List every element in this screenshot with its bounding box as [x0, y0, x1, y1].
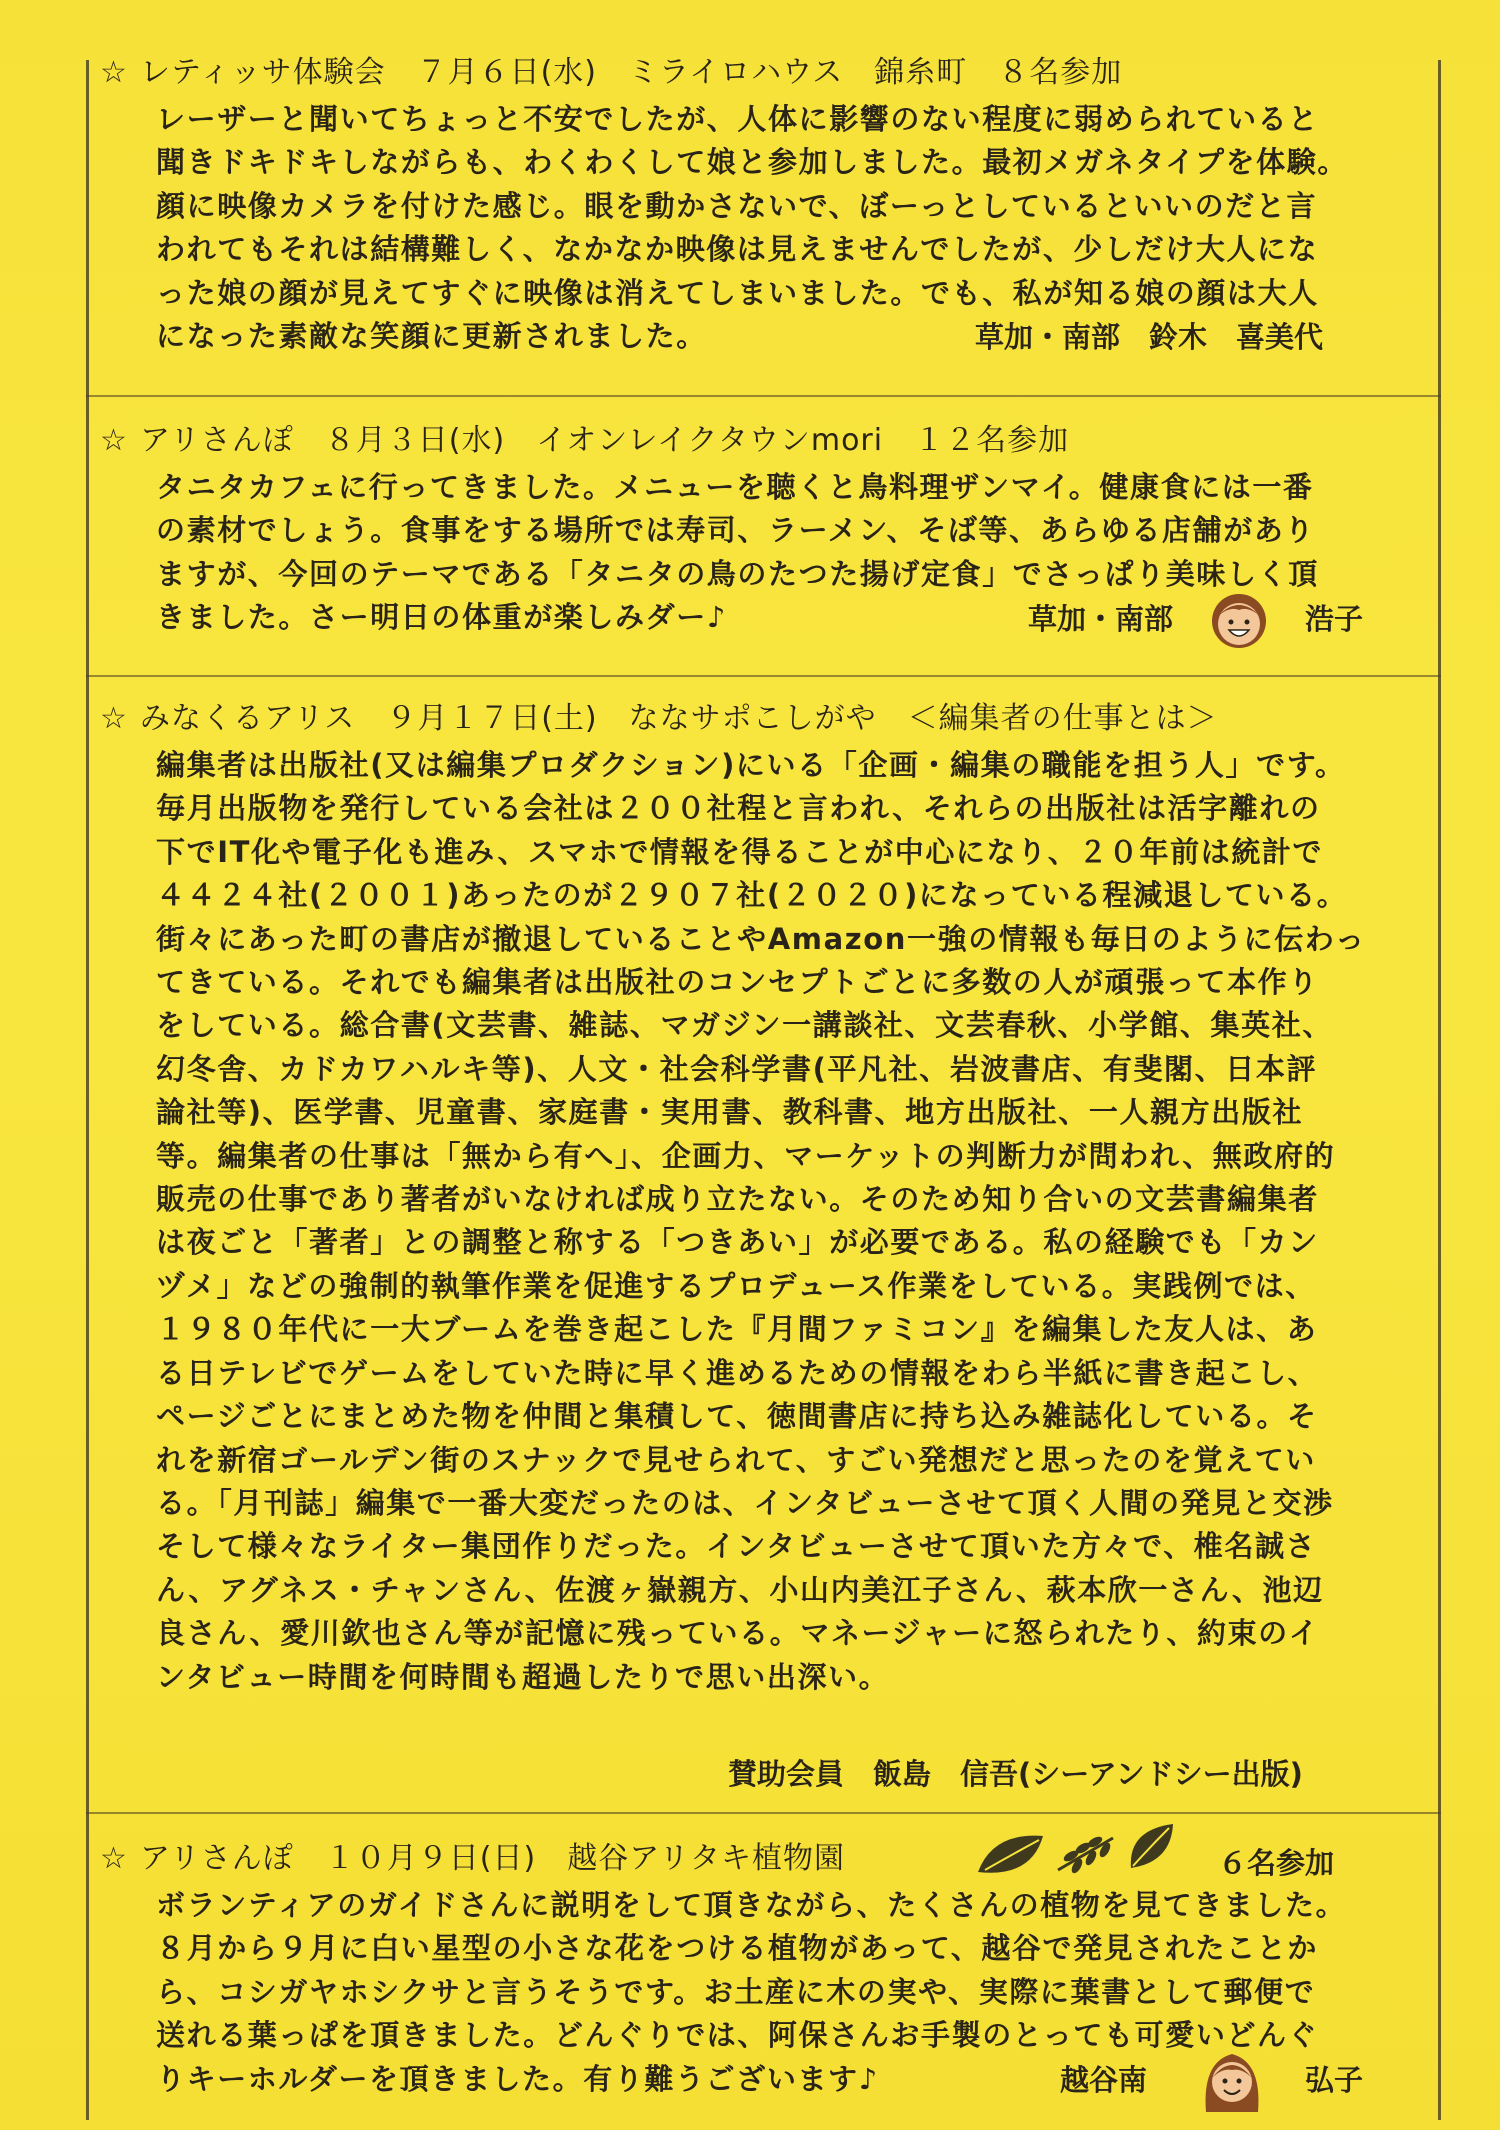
woman-face-icon: [1200, 2048, 1264, 2112]
body-line: った娘の顔が見えてすぐに映像は消えてしまいました。でも、私が知る娘の顔は大人: [156, 275, 1319, 310]
body-line: ら、コシガヤホシクサと言うそうです。お土産に木の実や、実際に葉書として郵便で: [156, 1974, 1316, 2009]
body-line: きました。さー明日の体重が楽しみダー♪: [156, 600, 727, 635]
body-line: そして様々なライター集団作りだった。インタビューさせて頂いた方々で、椎名誠さ: [156, 1529, 1317, 1564]
body-line: われてもそれは結構難しく、なかなか映像は見えませんでしたが、少しだけ大人にな: [156, 232, 1319, 267]
divider: [86, 675, 1441, 677]
body-line: レーザーと聞いてちょっと不安でしたが、人体に影響のない程度に弱められていると: [156, 102, 1319, 136]
body-line: 顔に映像カメラを付けた感じ。眼を動かさないで、ぼーっとしているといいのだと言: [156, 188, 1318, 223]
article-1: [100, 52, 1430, 358]
body-line: ヅメ」などの強制的執筆作業を促進するプロデュース作業をしている。実践例では、: [156, 1268, 1316, 1303]
article-1-heading: [100, 52, 1430, 94]
body-line: の素材でしょう。食事をする場所では寿司、ラーメン、そば等、あらゆる店舗があり: [156, 513, 1316, 548]
body-line: てきている。それでも編集者は出版社のコンセプトごとに多数の人が頑張って本作り: [156, 965, 1319, 1000]
star-icon: ☆: [100, 1841, 128, 1876]
article-2: [100, 420, 1430, 640]
article-2-signature-left: 草加・南部: [1028, 602, 1174, 636]
article-3-title: みなくるアリス ９月１７日(土) ななサポこしがや ＜編集者の仕事とは＞: [140, 701, 1218, 736]
body-line: 街々にあった町の書店が撤退していることやAmazon一強の情報も毎日のように伝わっ: [156, 921, 1366, 956]
body-line: 幻冬舎、カドカワハルキ等)、人文・社会科学書(平凡社、岩波書店、有斐閣、日本評: [156, 1051, 1318, 1086]
article-3-signature: 賛助会員 飯島 信吾(シーアンドシー出版): [728, 1757, 1303, 1791]
body-line: ンタビュー時間を何時間も超過したりで思い出深い。: [156, 1659, 890, 1694]
body-line: れを新宿ゴールデン街のスナックで見せられて、すごい発想だと思ったのを覚えてい: [156, 1442, 1316, 1477]
divider: [86, 1812, 1441, 1814]
body-line: 編集者は出版社(又は編集プロダクション)にいる「企画・編集の職能を担う人」です。: [156, 748, 1346, 782]
body-line: になった素敵な笑顔に更新されました。: [156, 319, 707, 354]
article-4-signature-left: 越谷南: [1060, 2063, 1148, 2097]
article-2-heading: [100, 420, 1430, 462]
left-border: [86, 60, 89, 2120]
body-line: をしている。総合書(文芸書、雑誌、マガジン一講談社、文芸春秋、小学館、集英社、: [156, 1008, 1333, 1043]
article-4-title: アリさんぽ １０月９日(日) 越谷アリタキ植物園: [140, 1841, 846, 1876]
body-line: りキーホルダーを頂きました。有り難うございます♪: [156, 2061, 879, 2096]
article-4-signature-right: 弘子: [1305, 2063, 1364, 2097]
body-line: 聞きドキドキしながらも、わくわくして娘と参加しました。最初メガネタイプを体験。: [156, 145, 1348, 180]
body-line: １９８０年代に一大ブームを巻き起こした『月間ファミコン』を編集した友人は、あ: [156, 1312, 1318, 1347]
article-4-participants: ６名参加: [1218, 1846, 1335, 1880]
body-line: る日テレビでゲームをしていた時に早く進めるための情報をわら半紙に書き起こし、: [156, 1355, 1319, 1390]
body-line: 送れる葉っぱを頂きました。どんぐりでは、阿保さんお手製のとっても可愛いどんぐ: [156, 2018, 1319, 2053]
body-line: 論社等)、医学書、児童書、家庭書・実用書、教科書、地方出版社、一人親方出版社: [156, 1095, 1304, 1130]
body-line: る。「月刊誌」編集で一番大変だったのは、インタビューさせて頂く人間の発見と交渉: [156, 1485, 1334, 1520]
article-4: [100, 1838, 1430, 2101]
body-line: ん、アグネス・チャンさん、佐渡ヶ嶽親方、小山内美江子さん、萩本欣一さん、池辺: [156, 1572, 1324, 1607]
article-3-heading: [100, 698, 1430, 740]
body-line: は夜ごと「著者」との調整と称する「つきあい」が必要である。私の経験でも「カン: [156, 1225, 1319, 1260]
body-line: 良さん、愛川欽也さん等が記憶に残っている。マネージャーに怒られたり、約束のイ: [156, 1616, 1320, 1651]
article-2-title: アリさんぽ ８月３日(水) イオンレイクタウンmori １２名参加: [140, 423, 1070, 458]
body-line: ページごとにまとめた物を仲間と集積して、徳間書店に持ち込み雑誌化している。そ: [156, 1399, 1318, 1434]
divider: [86, 395, 1441, 397]
article-1-title: レティッサ体験会 ７月６日(水) ミライロハウス 錦糸町 ８名参加: [140, 55, 1123, 90]
body-line: 下でIT化や電子化も進み、スマホで情報を得ることが中心になり、２０年前は統計で: [156, 834, 1324, 869]
article-1-signature: 草加・南部 鈴木 喜美代: [975, 320, 1324, 354]
star-icon: ☆: [100, 701, 128, 736]
article-3-body: [100, 744, 1430, 1699]
star-icon: ☆: [100, 55, 128, 90]
body-line: ８月から９月に白い星型の小さな花をつける植物があって、越谷で発見されたことか: [156, 1931, 1318, 1966]
article-3: [100, 698, 1430, 1791]
smiling-face-icon: [1208, 588, 1270, 650]
body-line: ４４２４社(２００１)あったのが２９０７社(２０２０)になっている程減退している。: [156, 878, 1348, 913]
right-border: [1438, 60, 1441, 2120]
body-line: タニタカフェに行ってきました。メニューを聴くと鳥料理ザンマイ。健康食には一番: [156, 470, 1314, 504]
body-line: ますが、今回のテーマである「タニタの鳥のたつた揚げ定食」でさっぱり美味しく頂: [156, 556, 1319, 591]
article-2-signature-right: 浩子: [1305, 602, 1364, 636]
leaves-icon: [973, 1820, 1183, 1882]
body-line: 販売の仕事であり著者がいなければ成り立たない。そのため知り合いの文芸書編集者: [156, 1182, 1319, 1217]
star-icon: ☆: [100, 423, 128, 458]
body-line: ボランティアのガイドさんに説明をして頂きながら、たくさんの植物を見てきました。: [156, 1888, 1347, 1922]
body-line: 毎月出版物を発行している会社は２００社程と言われ、それらの出版社は活字離れの: [156, 791, 1321, 826]
body-line: 等。編集者の仕事は「無から有へ」、企画力、マーケットの判断力が問われ、無政府的: [156, 1138, 1336, 1173]
